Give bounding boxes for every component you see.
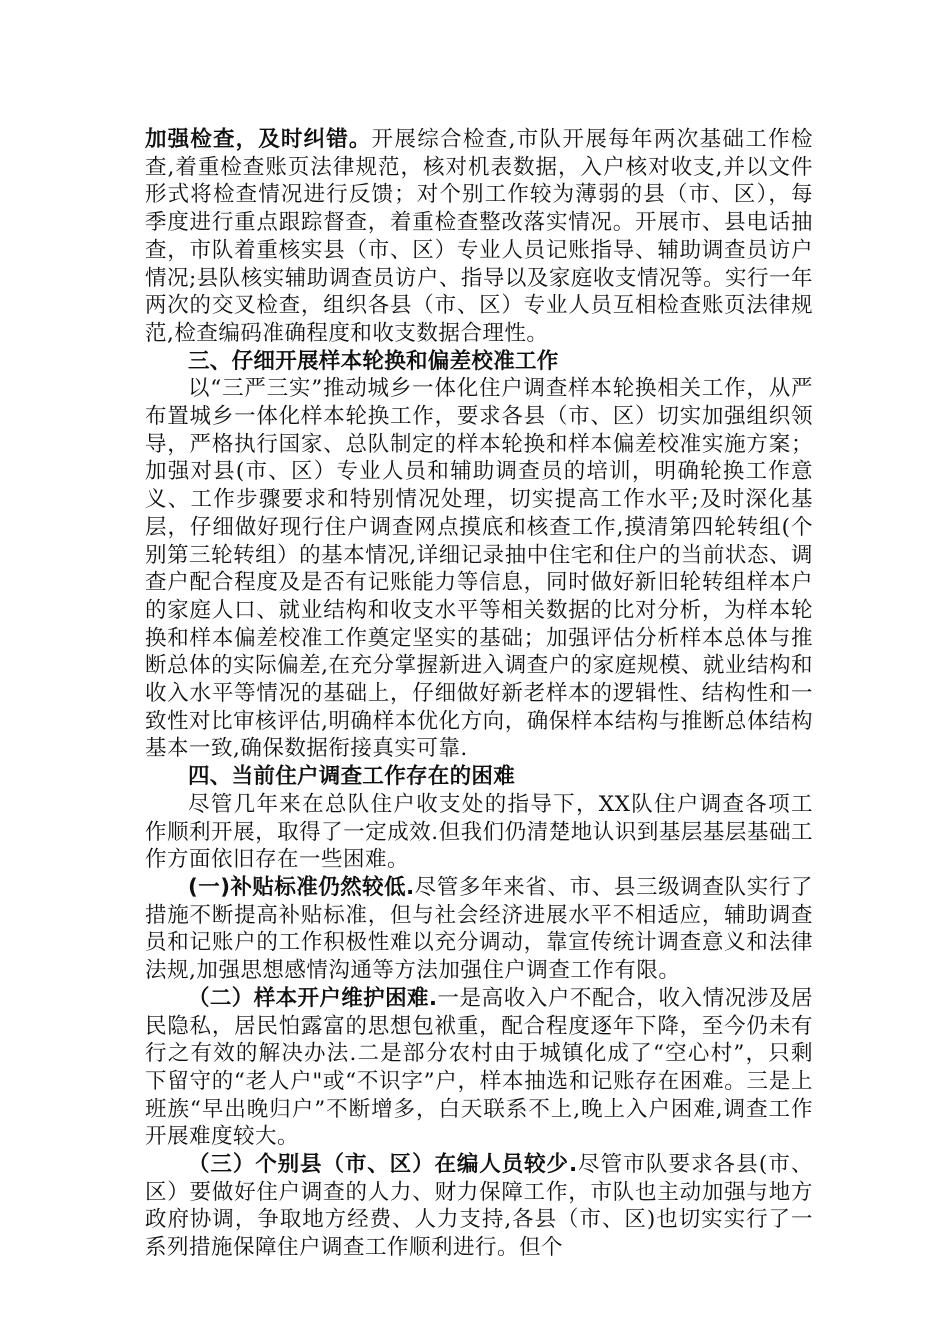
paragraph-staffing [145, 1151, 813, 1262]
paragraph-sample-rotation: 以“三严三实”推动城乡一体化住户调查样本轮换相关工作，从严布置城乡一体化样本轮换工作，要求各县（市、区）切实加强组织领导，严格执行国家、总队制定的样本轮换和样本偏差校准实施方案；加强对县(市、区）专业人员和辅助调查员的培训，明确轮换工作意义、工作步骤要求和特别情况处理，切实提高工作水平;及时深化基层，仔细做好现行住户调查网点摸底和核查工作,摸清第四轮转组(个别第三轮转组）的基本情况,详细记录抽中住宅和住户的当前状态、调查户配合程度及是否有记账能力等信息，同时做好新旧轮转组样本户的家庭人口、就业结构和收支水平等相关数据的比对分析，为样本轮换和样本偏差校准工作奠定坚实的基础；加强评估分析样本总体与推断总体的实际偏差,在充分掌握新进入调查户的家庭规模、就业结构和收入水平等情况的基础上，仔细做好新老样本的逻辑性、结构性和一致性对比审核评估,明确样本优化方向，确保样本结构与推断总体结构基本一致,确保数据衔接真实可靠. [145, 376, 813, 762]
section-heading-3: 三、仔细开展样本轮换和偏差校准工作 [188, 348, 559, 374]
paragraph-text: 开展综合检查,市队开展每年两次基础工作检查,着重检查账页法律规范，核对机表数据，入户核对收支,并以文件形式将检查情况进行反馈；对个别工作较为薄弱的县（市、区），每季度进行重点跟踪督查，着重检查整改落实情况。开展市、县电话抽查，市队着重核实县（市、区）专业人员记账指导、辅助调查员访户情况;县队核实辅助调查员访户、指导以及家庭收支情况等。实行一年两次的交叉检查，组织各县（市、区）专业人员互相检查账页法律规范,检查编码准确程度和收支数据合理性。 [145, 127, 813, 346]
paragraph-sample-maintenance [145, 985, 813, 1151]
paragraph-lead: (一)补贴标准仍然较低. [188, 874, 415, 900]
paragraph-lead: 加强检查，及时纠错。 [145, 127, 372, 152]
paragraph-subsidy [145, 874, 813, 985]
paragraph-text: 一是高收入户不配合，收入情况涉及居民隐私，居民怕露富的思想包袱重，配合程度逐年下降，至今仍未有行之有效的解决办法.二是部分农村由于城镇化成了“空心村”，只剩下留守的“老人户"或“不识字”户，样本抽选和记账存在困难。三是上班族“早出晚归户”不断增多，白天联系不上,晚上入户困难,调查工作开展难度较大。 [145, 985, 813, 1150]
paragraph-text: 尽管多年来省、市、县三级调查队实行了措施不断提高补贴标准，但与社会经济进展水平不相适应，辅助调查员和记账户的工作积极性难以充分调动，靠宣传统计调查意义和法律法规,加强思想感情沟通等方法加强住户调查工作有限。 [145, 874, 813, 984]
paragraph-inspection [145, 126, 813, 348]
section-heading-4: 四、当前住户调查工作存在的困难 [188, 764, 516, 790]
paragraph-lead: （三）个别县（市、区）在编人员较少. [188, 1152, 578, 1178]
paragraph-lead: （二）样本开户维护困难. [188, 985, 438, 1011]
paragraph-difficulties-intro: 尽管几年来在总队住户收支处的指导下，XX队住户调查各项工作顺利开展，取得了一定成效.但我们仍清楚地认识到基层基层基础工作方面依旧存在一些困难。 [145, 791, 813, 873]
paragraph-text: 尽管市队要求各县(市、区）要做好住户调查的人力、财力保障工作，市队也主动加强与地方政府协调，争取地方经费、人力支持,各县（市、区)也切实实行了一系列措施保障住户调查工作顺利进行。但个 [145, 1152, 814, 1261]
document-body [145, 126, 813, 1262]
